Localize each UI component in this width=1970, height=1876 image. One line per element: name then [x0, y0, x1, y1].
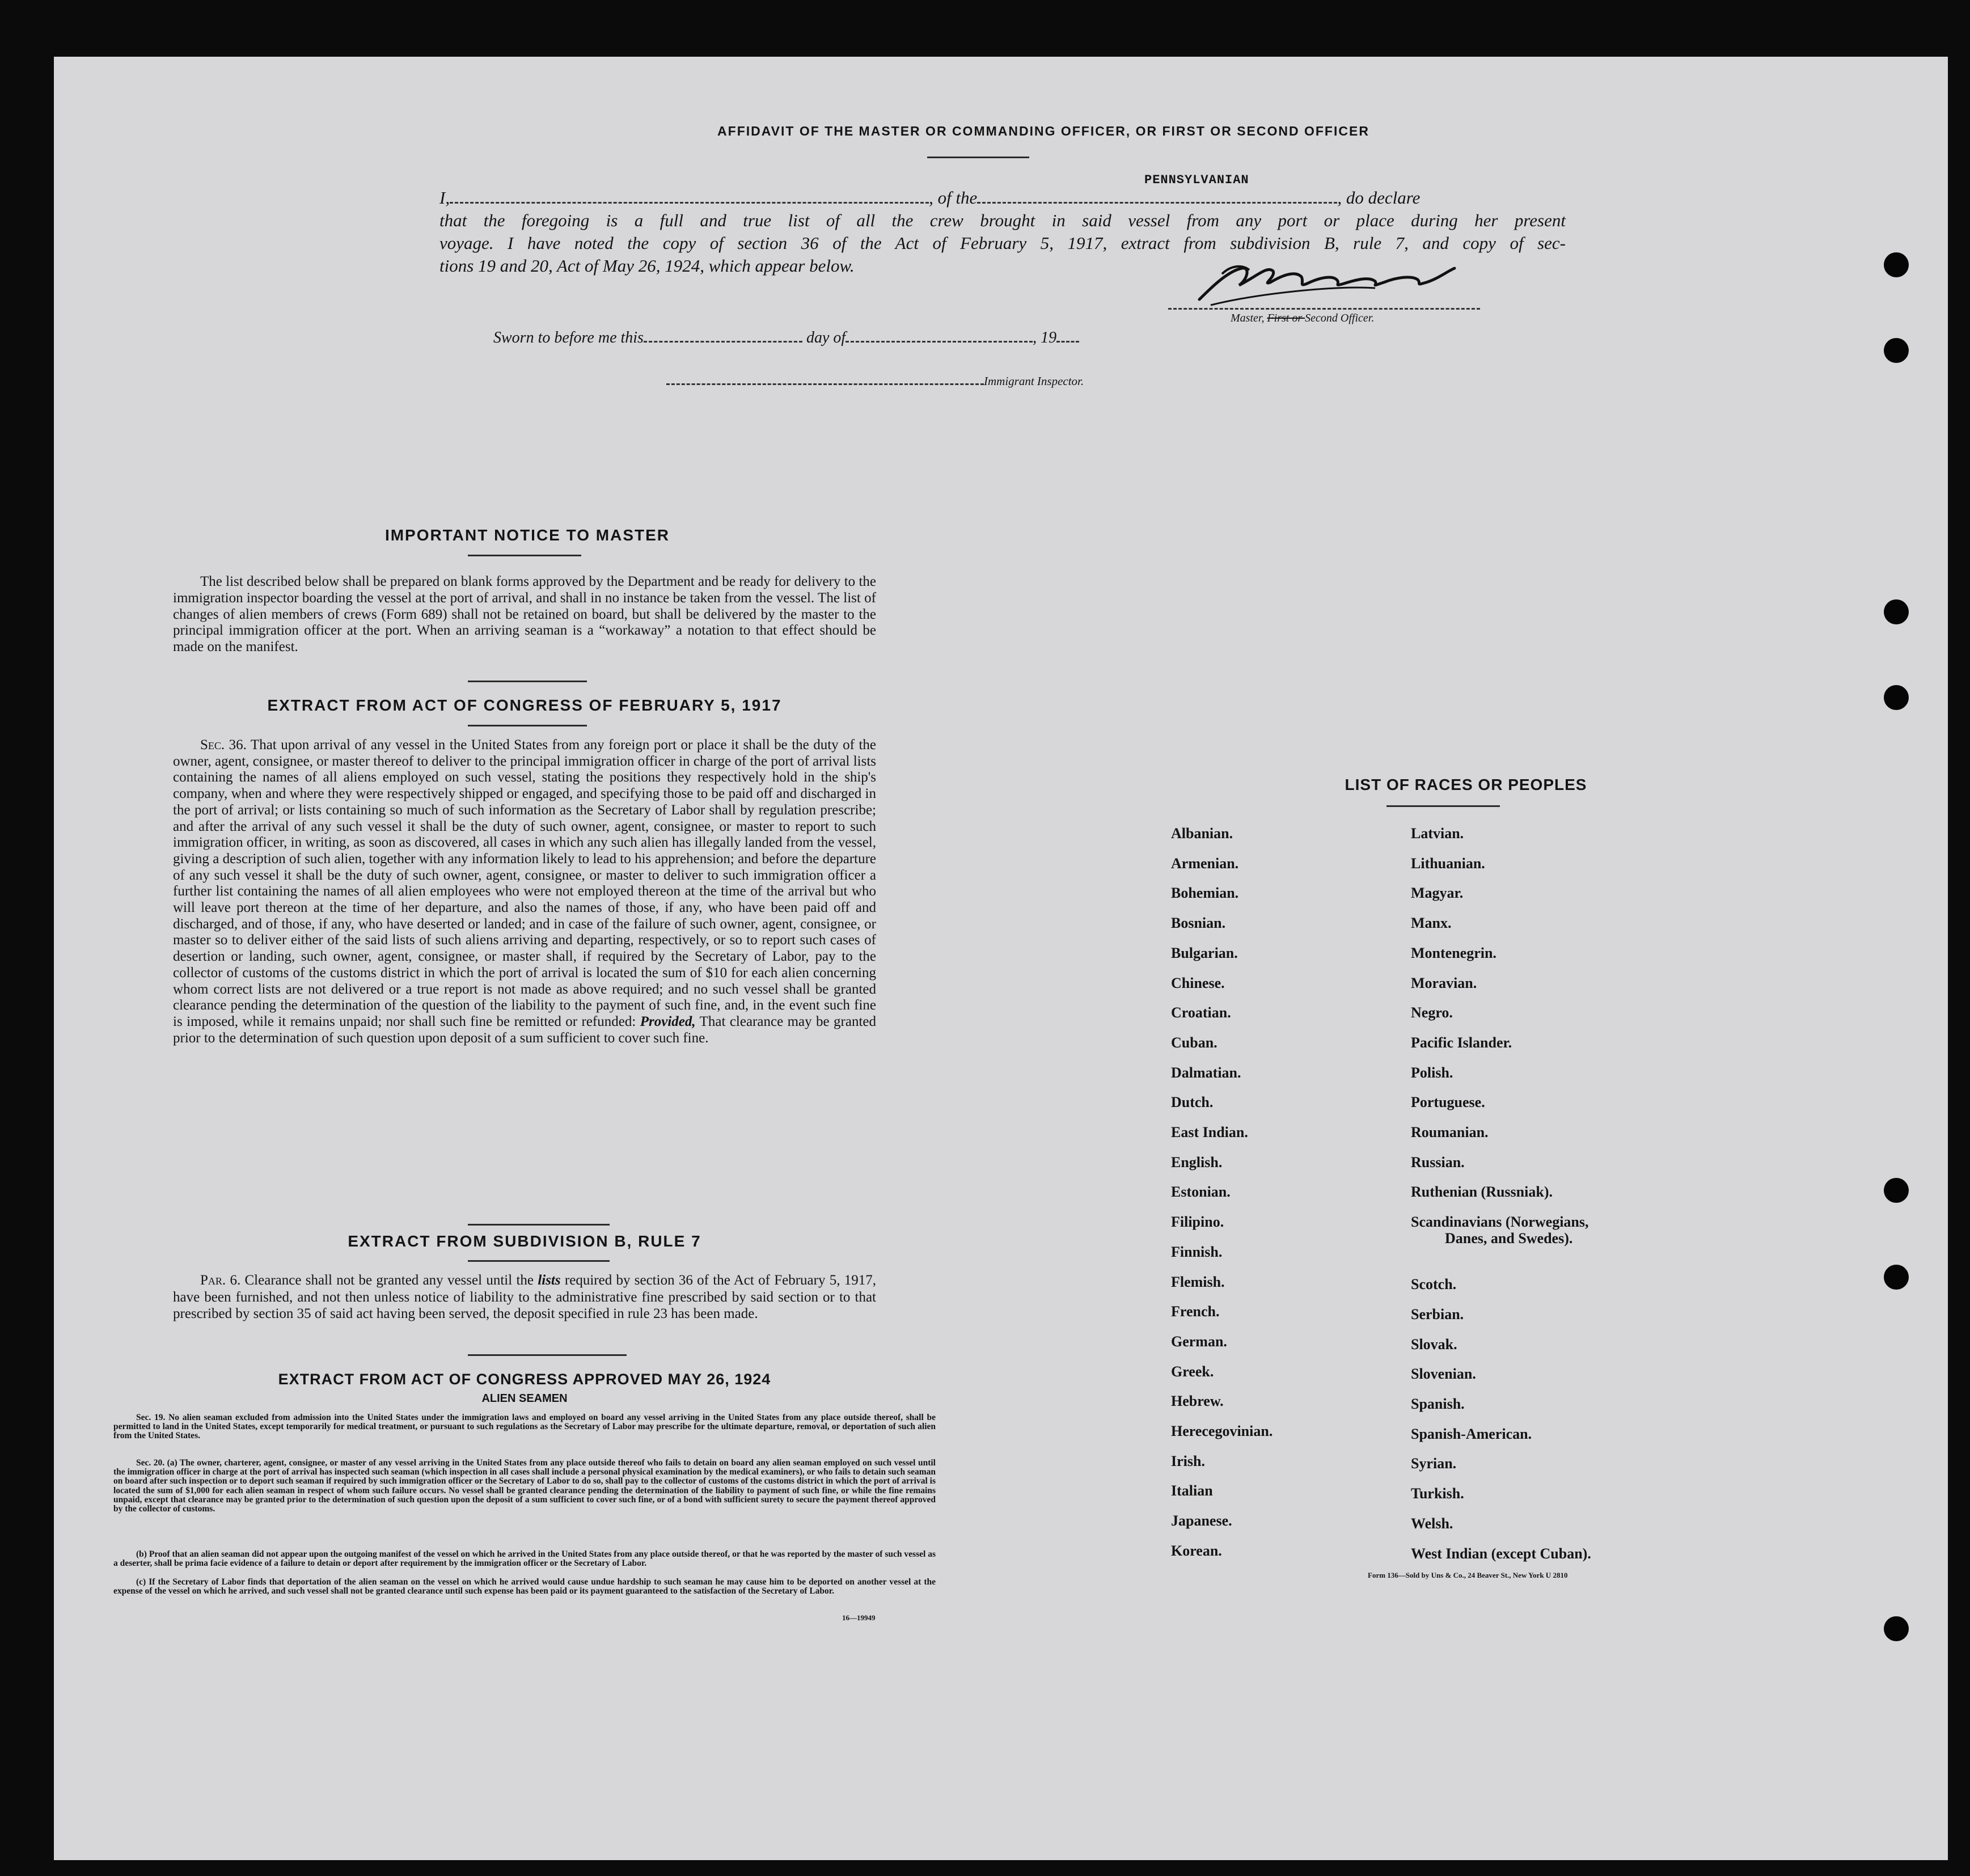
race-item: West Indian (except Cuban).	[1411, 1545, 1591, 1562]
race-item: Chinese.	[1171, 974, 1225, 991]
day-of-label: day of	[806, 329, 846, 347]
race-item: Lithuanian.	[1411, 855, 1485, 872]
race-item: Bulgarian.	[1171, 944, 1238, 961]
race-item: Scotch.	[1411, 1276, 1457, 1293]
races-title-rule	[1386, 805, 1500, 807]
binder-hole	[1884, 685, 1909, 710]
race-item: Italian	[1171, 1482, 1213, 1499]
par-6-text-a: Clearance shall not be granted any vessel until the	[244, 1273, 534, 1288]
form-footer: Form 136—Sold by Uns & Co., 24 Beaver St., New York U 2810	[1368, 1571, 1568, 1579]
race-item: Turkish.	[1411, 1485, 1464, 1502]
race-item: Flemish.	[1171, 1273, 1225, 1290]
race-item: Estonian.	[1171, 1184, 1231, 1201]
par-6-end-rule	[468, 1354, 627, 1356]
binder-hole	[1884, 599, 1909, 624]
par-6-lists-word: lists	[538, 1273, 561, 1288]
alien-seamen-subtitle: ALIEN SEAMEN	[481, 1392, 568, 1405]
race-item: Armenian.	[1171, 855, 1239, 872]
race-item: Japanese.	[1171, 1512, 1232, 1529]
race-item: Serbian.	[1411, 1305, 1464, 1323]
signature-caption-master: Master,	[1231, 312, 1267, 324]
sec-19-text: Sec. 19. No alien seaman excluded from admission into the United States under the immigration laws and employed on board any vessel arriving in the United States from any place outside thereof, shall be permitted to land in the United States, except temporarily for medical treatment, or pursuant to such regulations as the Secretary of Labor may prescribe for the ultimate departure, removal, or deportation of such alien from the United States.	[113, 1413, 936, 1441]
race-item: Bosnian.	[1171, 915, 1226, 932]
extract-1924-title: EXTRACT FROM ACT OF CONGRESS APPROVED MAY 26, 1924	[278, 1371, 771, 1388]
affidavit-line-2: that the foregoing is a full and true list of all the crew brought in said vessel from any port or place during her present	[439, 210, 1566, 230]
sec-20c-text: (c) If the Secretary of Labor finds that deportation of the alien seaman on the vessel on which he arrived would cause undue hardship to such seaman he may cause him to be deported on another vessel at the expense of the vessel on which he arrived, and such vessel shall not be granted clearance until such expense has been paid or its payment guaranteed to the satisfaction of the Secretary of Labor.	[113, 1577, 936, 1596]
par-6-label: Par. 6.	[200, 1273, 241, 1288]
sec-36-text-a: That upon arrival of any vessel in the United States from any foreign port or place it shall be the duty of the owner, agent, consignee, or master thereof to deliver to the principal immigration officer in charge of the port of arrival lists containing the names of all aliens employed on such vessel, stating the positions they respectively hold in the ship's company, when and where they were respectively shipped or engaged, and specifying those to be paid off and discharged in the port of arrival; or lists containing so much of such information as the Secretary of Labor shall by regulation prescribe; and after the arrival of any such vessel it shall be the duty of such owner, agent, consignee, or master to report to such immigration officer, in writing, as soon as discovered, all cases in which any such alien has illegally landed from the vessel, giving a description of such alien, together with any information likely to lead to his apprehension; and before the departure of any such vessel it shall be the duty of such owner, agent, consignee, or master to deliver to such immigration officer a further list containing the names of all alien employees who were not employed thereon at the time of the arrival but who will leave port thereon at the time of her departure, and also the names of those, if any, who have been paid off and discharged, and of those, if any, who have deserted or landed; and in case of the failure of such owner, agent, consignee, or master so to deliver either of the said lists of such aliens arriving and departing, respectively, or so to report such cases of desertion or landing, such owner, agent, consignee, or master shall, if required by the Secretary of Labor, pay to the collector of customs of the customs district in which the port of arrival is located the sum of $10 for each alien concerning whom correct lists are not delivered or a true report is not made as above required; and no such vessel shall be granted clearance pending the determination of the question of the liability to the payment of such fine, and, in the event such fine is imposed, while it remains unpaid; nor shall such fine be remitted or refunded:	[173, 737, 876, 1029]
race-item: Magyar.	[1411, 885, 1464, 902]
print-code: 16—19949	[842, 1613, 876, 1622]
race-item: Dalmatian.	[1171, 1064, 1241, 1081]
sworn-label: Sworn to before me this	[493, 329, 644, 347]
sec-20b-text: (b) Proof that an alien seaman did not appear upon the outgoing manifest of the vessel on which he arrived in the United States from any place outside thereof, or that he was reported by the master of such vessel as a deserter, shall be prima facie evidence of a failure to detain or deport after requirement by the immigration officer or the Secretary of Labor.	[113, 1549, 936, 1569]
binder-hole	[1884, 338, 1909, 363]
race-item: Spanish-American.	[1411, 1425, 1532, 1442]
race-item: Greek.	[1171, 1363, 1214, 1380]
sec-36-body	[173, 737, 876, 1046]
sworn-day-blank[interactable]	[644, 340, 802, 343]
race-item: Herecegovinian.	[1171, 1423, 1273, 1439]
race-item: Dutch.	[1171, 1094, 1214, 1111]
of-the-label: , of the	[929, 188, 978, 208]
affidavit-title: AFFIDAVIT OF THE MASTER OR COMMANDING OFFICER, OR FIRST OR SECOND OFFICER	[717, 124, 1369, 138]
affidavit-i-label: I,	[439, 188, 450, 208]
race-item: Hebrew.	[1171, 1393, 1224, 1410]
affidavit-title-rule	[927, 157, 1029, 158]
race-item: East Indian.	[1171, 1124, 1248, 1140]
binder-hole	[1884, 1265, 1909, 1290]
race-item: Bohemian.	[1171, 885, 1239, 902]
race-item: Polish.	[1411, 1064, 1453, 1081]
extract-1917-title: EXTRACT FROM ACT OF CONGRESS OF FEBRUARY 5, 1917	[267, 696, 782, 714]
race-item: Russian.	[1411, 1154, 1465, 1171]
races-title: LIST OF RACES OR PEOPLES	[1345, 776, 1587, 793]
race-item: Portuguese.	[1411, 1094, 1485, 1111]
inspector-label: Immigrant Inspector.	[984, 374, 1084, 388]
race-item: Ruthenian (Russniak).	[1411, 1184, 1553, 1201]
race-item: Montenegrin.	[1411, 944, 1496, 961]
race-item: French.	[1171, 1303, 1220, 1320]
do-declare-label: , do declare	[1337, 188, 1421, 208]
binder-hole	[1884, 1616, 1909, 1641]
race-item: German.	[1171, 1333, 1227, 1350]
master-signature	[1188, 254, 1483, 311]
sworn-line	[493, 329, 1079, 347]
affidavit-line-1	[439, 186, 1420, 209]
affidavit-line-4: tions 19 and 20, Act of May 26, 1924, which appear below.	[439, 256, 855, 276]
race-item: Cuban.	[1171, 1034, 1217, 1051]
race-item: Albanian.	[1171, 825, 1233, 842]
race-item: Moravian.	[1411, 974, 1477, 991]
race-item: Scandinavians (Norwegians,	[1411, 1214, 1589, 1231]
notice-body: The list described below shall be prepared on blank forms approved by the Department and be ready for delivery to the immigration inspector boarding the vessel at the port of arrival, and shall in no instance be taken from the vessel. The list of changes of alien members of crews (Form 689) shall not be retained on board, but shall be delivered by the master to the principal immigration officer at the port. When an arriving seaman is a “workaway” a notation to that effect should be made on the manifest.	[173, 574, 876, 655]
race-item: Manx.	[1411, 915, 1452, 932]
year-label: , 19	[1033, 329, 1057, 347]
affidavit-line-3: voyage. I have noted the copy of section 36 of the Act of February 5, 1917, extract from subdivision B, rule 7, and copy of sec-	[439, 233, 1566, 253]
race-item: Spanish.	[1411, 1396, 1465, 1413]
extract-1917-rule	[468, 725, 587, 726]
document-page	[54, 57, 1948, 1860]
race-item: Irish.	[1171, 1452, 1205, 1469]
rule-7-title: EXTRACT FROM SUBDIVISION B, RULE 7	[348, 1232, 701, 1250]
master-name-blank[interactable]	[450, 201, 929, 204]
race-item: Danes, and Swedes).	[1445, 1230, 1573, 1247]
vessel-name-blank[interactable]	[977, 201, 1337, 204]
race-item: Roumanian.	[1411, 1124, 1489, 1140]
inspector-signature-blank[interactable]	[666, 383, 984, 385]
rule-7-rule	[468, 1260, 610, 1262]
race-item: Slovenian.	[1411, 1366, 1476, 1383]
signature-line	[1168, 307, 1480, 310]
par-6-body	[173, 1272, 876, 1323]
race-item: English.	[1171, 1154, 1223, 1171]
notice-title: IMPORTANT NOTICE TO MASTER	[384, 526, 670, 544]
race-item: Negro.	[1411, 1004, 1453, 1021]
sec-36-label: Sec. 36.	[200, 737, 247, 753]
race-item: Syrian.	[1411, 1455, 1457, 1472]
race-item: Filipino.	[1171, 1214, 1224, 1231]
race-item: Pacific Islander.	[1411, 1034, 1512, 1051]
par-6-text-b: required by section 36 of the Act of February 5, 1917, have been furnished, and not then unless notice of liability to the administrative fine prescribed by said section or to that prescribed by section 35 of said act having been served, the deposit specified in rule 23 has been made.	[173, 1273, 877, 1321]
race-item: Slovak.	[1411, 1336, 1457, 1353]
sworn-month-blank[interactable]	[846, 340, 1033, 343]
notice-title-rule	[468, 555, 581, 556]
binder-hole	[1884, 252, 1909, 277]
race-item: Latvian.	[1411, 825, 1464, 842]
notice-end-rule	[468, 681, 587, 682]
race-item: Korean.	[1171, 1542, 1222, 1559]
sec-36-end-rule	[468, 1224, 610, 1226]
binder-hole	[1884, 1178, 1909, 1203]
sec-36-provided: Provided,	[640, 1013, 696, 1029]
signature-caption	[1231, 312, 1374, 325]
race-item: Croatian.	[1171, 1004, 1231, 1021]
sworn-year-blank[interactable]	[1056, 340, 1079, 343]
inspector-line	[666, 374, 1084, 388]
signature-caption-officer: Second Officer.	[1305, 312, 1375, 324]
race-item: Finnish.	[1171, 1243, 1223, 1260]
vessel-name-stamp: PENNSYLVANIAN	[1144, 173, 1249, 187]
sec-20a-text: Sec. 20. (a) The owner, charterer, agent, consignee, or master of any vessel arriving in the United States from any place outside thereof who fails to detain on board any alien seaman employed on such vessel until the immigration officer in charge at the port of arrival has inspected such seaman (which inspection in all cases shall include a personal physical examination by the medical examiners), or who fails to detain such seaman on board after such inspection or to deport such seaman if required by such immigration officer or the Secretary of Labor to do so, shall pay to the collector of customs of the customs district in which the port of arrival is located the sum of $1,000 for each alien seaman in respect of whom such failure occurs. No vessel shall be granted clearance pending the determination of the liability to payment of such fine, or while the fine remains unpaid, except that clearance may be granted prior to the determination of such question upon the deposit of a sum sufficient to cover such fine, or of a bond with sufficient surety to secure the payment thereof approved by the collector of customs.	[113, 1458, 936, 1514]
race-item: Welsh.	[1411, 1515, 1453, 1532]
signature-caption-struck: First or	[1267, 312, 1305, 324]
sec-36-text-b: That clearance may be granted prior to the determination of such question upon deposit of a sum sufficient to cover such fine.	[173, 1013, 877, 1046]
